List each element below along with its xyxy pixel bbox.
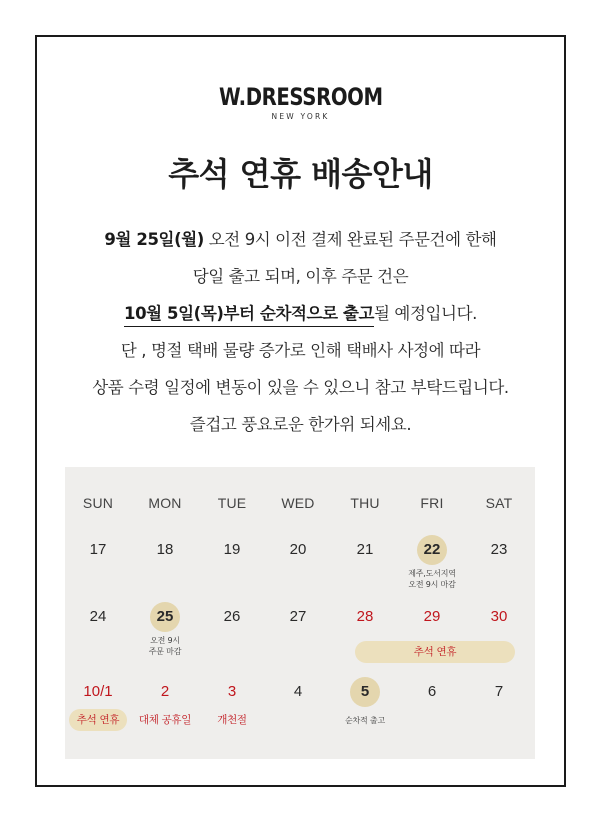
weekday-wed: WED xyxy=(281,495,315,511)
notice-line-2: 당일 출고 되며, 이후 주문 건은 xyxy=(192,267,409,286)
calendar-day: 6 xyxy=(427,683,437,700)
calendar-day-highlight xyxy=(402,535,462,589)
calendar-day-holiday: 10/1 xyxy=(83,683,113,700)
notice-line-4: 단 , 명절 택배 물량 증가로 인해 택배사 사정에 따라 xyxy=(120,341,481,360)
weekday-sun: SUN xyxy=(82,495,114,511)
weekday-tue: TUE xyxy=(217,495,247,511)
notice-line-6: 즐겁고 풍요로운 한가위 되세요. xyxy=(189,415,412,434)
brand-subtitle: NEW YORK xyxy=(271,112,330,121)
weekday-mon: MON xyxy=(148,495,182,511)
calendar-day-highlight xyxy=(335,677,395,707)
day-5-circle: 5 xyxy=(350,677,380,707)
calendar-day: 23 xyxy=(490,541,508,558)
weekday-thu: THU xyxy=(350,495,380,511)
notice-body xyxy=(37,221,564,443)
resume-shipping-date: 10월 5일(목)부터 순차적으로 출고 xyxy=(124,304,374,327)
day-22-note-line-1: 제주,도서지역 xyxy=(408,569,456,578)
day-25-circle: 25 xyxy=(150,602,180,632)
cutoff-date: 9월 25일(월) xyxy=(104,230,204,249)
calendar-day-holiday: 28 xyxy=(356,608,374,625)
calendar-day: 26 xyxy=(223,608,241,625)
substitute-holiday-label: 대체 공휴일 xyxy=(138,714,192,726)
calendar-day: 7 xyxy=(494,683,504,700)
calendar-day: 27 xyxy=(289,608,307,625)
calendar-day-highlight xyxy=(135,602,195,656)
calendar-day: 19 xyxy=(223,541,241,558)
notice-line-5: 상품 수령 일정에 변동이 있을 수 있으니 참고 부탁드립니다. xyxy=(92,378,509,397)
calendar-day: 18 xyxy=(156,541,174,558)
page-title: 추석 연휴 배송안내 xyxy=(168,155,433,193)
calendar-day: 24 xyxy=(89,608,107,625)
calendar-day-holiday: 29 xyxy=(423,608,441,625)
day-22-note-line-2: 오전 9시 마감 xyxy=(408,580,456,589)
notice-line-3-text: 될 예정입니다. xyxy=(374,304,477,323)
notice-frame xyxy=(35,35,566,787)
notice-line-3 xyxy=(37,295,564,332)
weekday-sat: SAT xyxy=(485,495,513,511)
calendar-day-holiday: 2 xyxy=(160,683,170,700)
brand-name: W.DRESSROOM xyxy=(218,83,383,111)
chuseok-holiday-pill-oct1: 추석 연휴 xyxy=(69,709,127,731)
day-25-note-line-1: 오전 9시 xyxy=(150,636,180,645)
calendar-day: 21 xyxy=(356,541,374,558)
sequential-shipping-label: 순차적 출고 xyxy=(345,716,385,725)
brand-logo xyxy=(37,83,564,121)
calendar-day-holiday: 30 xyxy=(490,608,508,625)
weekday-fri: FRI xyxy=(420,495,444,511)
notice-line-1 xyxy=(37,221,564,258)
national-foundation-day-label: 개천절 xyxy=(217,714,247,726)
holiday-calendar xyxy=(65,467,535,759)
calendar-day: 4 xyxy=(293,683,303,700)
day-25-note-line-2: 주문 마감 xyxy=(148,647,182,656)
day-22-note xyxy=(402,568,462,590)
day-22-circle: 22 xyxy=(417,535,447,565)
day-25-note xyxy=(135,635,195,657)
calendar-day: 17 xyxy=(89,541,107,558)
calendar-day-holiday: 3 xyxy=(227,683,237,700)
calendar-day: 20 xyxy=(289,541,307,558)
notice-line-1-text: 오전 9시 이전 결제 완료된 주문건에 한해 xyxy=(203,230,497,249)
chuseok-holiday-pill: 추석 연휴 xyxy=(355,641,515,663)
